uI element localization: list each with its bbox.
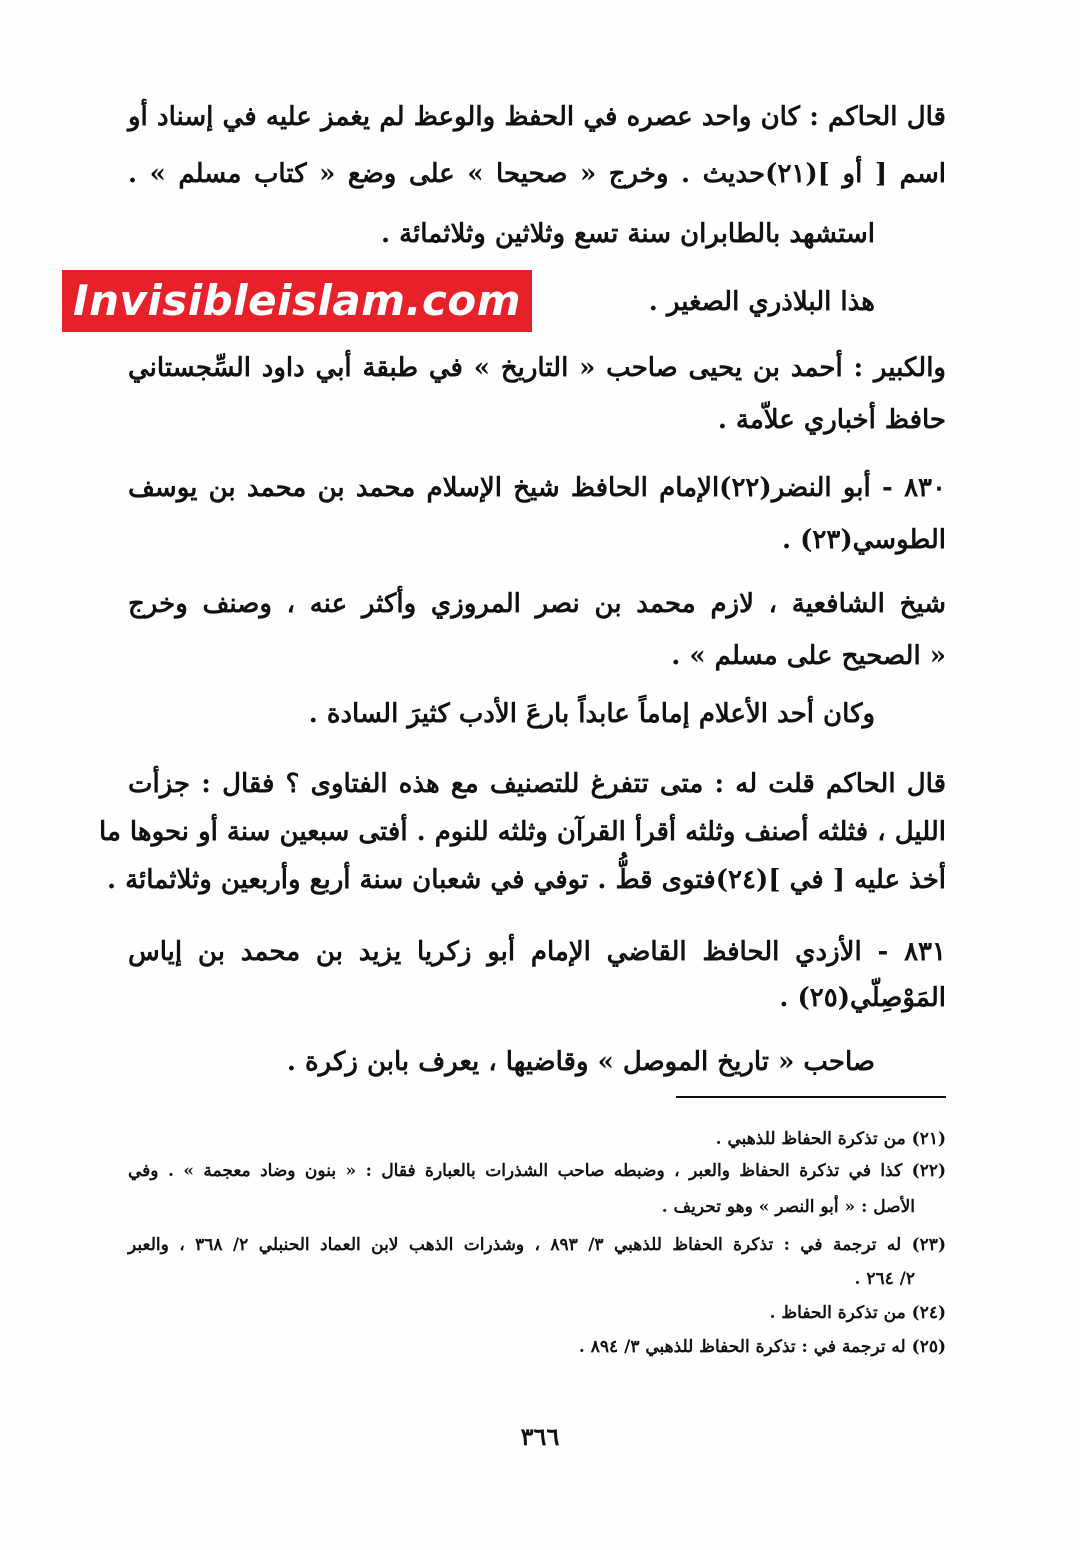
body-line: اسم [ أو ](٢١)حديث . وخرج « صحيحا » على وضع « كتاب مسلم » . [128, 159, 946, 189]
footnote: ٢/ ٢٦٤ . [854, 1269, 915, 1289]
footnote: (٢١) من تذكرة الحفاظ للذهبي . [715, 1129, 946, 1149]
body-line: والكبير : أحمد بن يحيى صاحب « التاريخ » في طبقة أبي داود السِّجستاني [128, 353, 946, 383]
footnote: (٢٤) من تذكرة الحفاظ . [769, 1303, 946, 1323]
body-line: هذا البلاذري الصغير . [648, 287, 875, 317]
footnote: (٢٥) له ترجمة في : تذكرة الحفاظ للذهبي ٣/ ٨٩٤ . [578, 1337, 946, 1357]
watermark-banner: Invisibleislam.com [62, 270, 532, 332]
footnote: (٢٢) كذا في تذكرة الحفاظ والعبر ، وضبطه صاحب الشذرات بالعبارة فقال : « بنون وضاد معجمة » . وفي [128, 1161, 946, 1181]
body-line: شيخ الشافعية ، لازم محمد بن نصر المروزي وأكثر عنه ، وصنف وخرج [128, 589, 946, 619]
body-line: استشهد بالطابران سنة تسع وثلاثين وثلاثمائة . [381, 219, 875, 249]
footnote: الأصل : « أبو النصر » وهو تحريف . [661, 1197, 915, 1217]
body-line: أخذ عليه [ في ](٢٤)فتوى قطُّ . توفي في شعبان سنة أربع وأربعين وثلاثمائة . [107, 865, 946, 895]
body-line: الطوسي(٢٣) . [781, 525, 946, 555]
body-line: المَوْصِلّي(٢٥) . [779, 983, 946, 1013]
body-line: صاحب « تاريخ الموصل » وقاضيها ، يعرف بابن زكرة . [286, 1047, 875, 1077]
body-line: « الصحيح على مسلم » . [671, 641, 946, 671]
footnote: (٢٣) له ترجمة في : تذكرة الحفاظ للذهبي ٣/ ٨٩٣ ، وشذرات الذهب لابن العماد الحنبلي ٢/ ٣٦٨ ، والعبر [128, 1235, 946, 1255]
body-line: قال الحاكم : كان واحد عصره في الحفظ والوعظ لم يغمز عليه في إسناد أو [128, 102, 946, 132]
entry-heading: ٨٣٠ - أبو النضر(٢٢)الإمام الحافظ شيخ الإسلام محمد بن محمد بن يوسف [128, 473, 946, 503]
body-line: قال الحاكم قلت له : متى تتفرغ للتصنيف مع هذه الفتاوى ؟ فقال : جزأت [128, 769, 946, 799]
footnote-separator [676, 1096, 946, 1098]
body-line: وكان أحد الأعلام إماماً عابداً بارعَ الأدب كثيرَ السادة . [308, 699, 875, 729]
body-line: الليل ، فثلثه أصنف وثلثه أقرأ القرآن وثلثه للنوم . أفتى سبعين سنة أو نحوها ما [99, 817, 946, 847]
entry-heading: ٨٣١ - الأزدي الحافظ القاضي الإمام أبو زكريا يزيد بن محمد بن إياس [128, 937, 946, 967]
body-line: حافظ أخباري علاّمة . [717, 405, 946, 435]
page-number: ٣٦٦ [520, 1422, 560, 1451]
